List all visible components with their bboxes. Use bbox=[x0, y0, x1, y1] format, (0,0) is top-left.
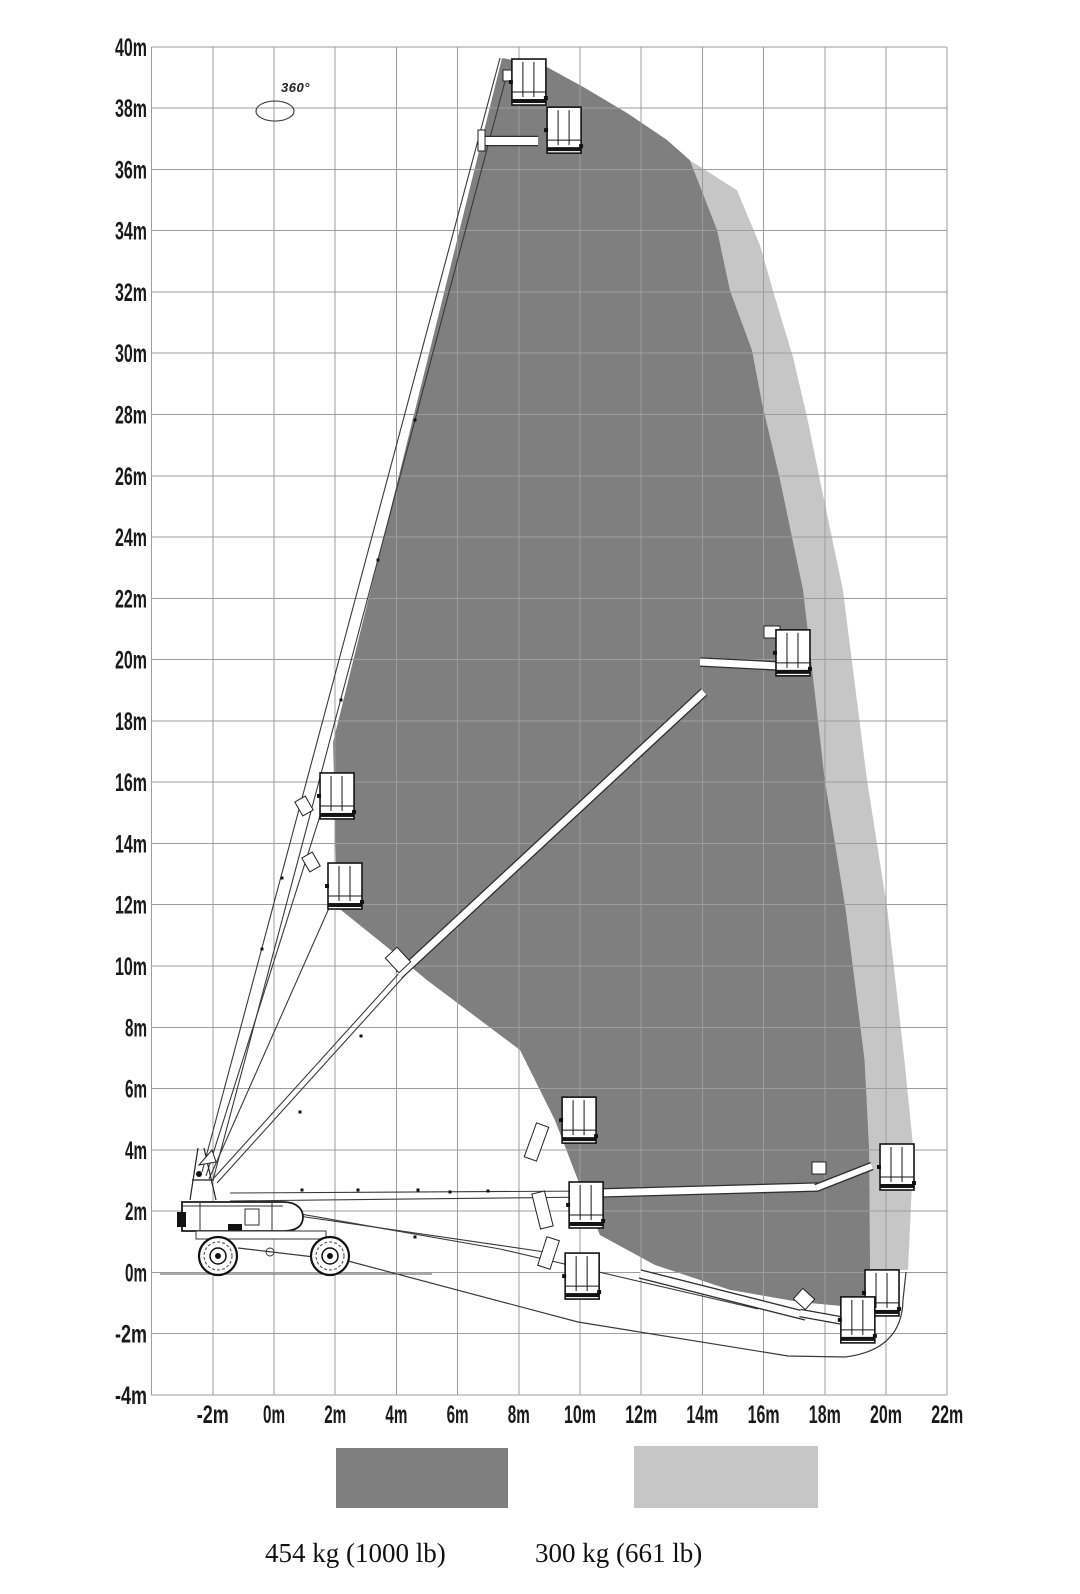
y-tick-label: 14m bbox=[115, 830, 147, 859]
y-tick-label: 6m bbox=[125, 1075, 147, 1104]
x-tick-label: -2m bbox=[196, 1401, 229, 1429]
x-axis-tick-labels bbox=[197, 1401, 963, 1429]
platform-basket bbox=[544, 107, 583, 153]
x-tick-label: 2m bbox=[324, 1401, 347, 1429]
platform-basket bbox=[325, 863, 364, 909]
y-tick-label: 20m bbox=[115, 646, 147, 675]
y-tick-label: 4m bbox=[125, 1136, 147, 1165]
y-tick-label: 12m bbox=[115, 891, 147, 920]
y-tick-label: 38m bbox=[115, 95, 147, 124]
y-tick-label: 10m bbox=[115, 953, 147, 981]
platform-basket bbox=[562, 1253, 601, 1299]
y-tick-label: 28m bbox=[115, 401, 147, 430]
y-tick-label: 18m bbox=[115, 707, 147, 736]
platform-basket bbox=[509, 59, 548, 105]
legend-label-300kg: 300 kg (661 lb) bbox=[535, 1538, 703, 1568]
capacity-zone-454kg bbox=[333, 58, 870, 1308]
x-tick-label: 20m bbox=[870, 1401, 902, 1429]
y-axis-tick-labels bbox=[115, 34, 147, 1410]
x-tick-label: 8m bbox=[507, 1401, 530, 1429]
x-tick-label: 22m bbox=[931, 1401, 964, 1429]
x-tick-label: 18m bbox=[808, 1401, 841, 1429]
y-tick-label: 36m bbox=[115, 156, 147, 185]
y-tick-label: -2m bbox=[115, 1320, 147, 1349]
y-tick-label: 16m bbox=[115, 769, 147, 798]
platform-basket bbox=[559, 1097, 598, 1143]
x-tick-label: 14m bbox=[686, 1401, 719, 1429]
rotation-360-label: 360° bbox=[281, 80, 310, 95]
x-tick-label: 0m bbox=[263, 1401, 285, 1429]
legend-swatch-454kg bbox=[336, 1448, 508, 1508]
y-tick-label: 22m bbox=[115, 585, 147, 614]
y-tick-label: 2m bbox=[125, 1198, 147, 1227]
legend-label-454kg: 454 kg (1000 lb) bbox=[265, 1538, 446, 1568]
y-tick-label: 40m bbox=[115, 33, 147, 62]
platform-basket bbox=[838, 1297, 877, 1343]
y-tick-label: 30m bbox=[115, 340, 147, 369]
y-tick-label: -4m bbox=[115, 1381, 147, 1410]
x-tick-label: 10m bbox=[564, 1401, 596, 1429]
platform-basket bbox=[773, 630, 812, 676]
y-tick-label: 24m bbox=[115, 524, 147, 553]
y-tick-label: 8m bbox=[125, 1014, 147, 1043]
legend-swatch-300kg bbox=[634, 1446, 818, 1508]
platform-basket bbox=[877, 1144, 916, 1190]
platform-basket bbox=[566, 1182, 605, 1228]
x-tick-label: 4m bbox=[385, 1401, 408, 1429]
y-tick-label: 0m bbox=[125, 1259, 147, 1288]
y-tick-label: 32m bbox=[115, 278, 147, 307]
y-tick-label: 26m bbox=[115, 462, 147, 491]
y-tick-label: 34m bbox=[115, 217, 147, 246]
platform-basket bbox=[317, 773, 356, 819]
x-tick-label: 12m bbox=[625, 1401, 658, 1429]
x-tick-label: 6m bbox=[446, 1401, 469, 1429]
x-tick-label: 16m bbox=[747, 1401, 780, 1429]
rotation-360-ellipse bbox=[256, 101, 294, 121]
